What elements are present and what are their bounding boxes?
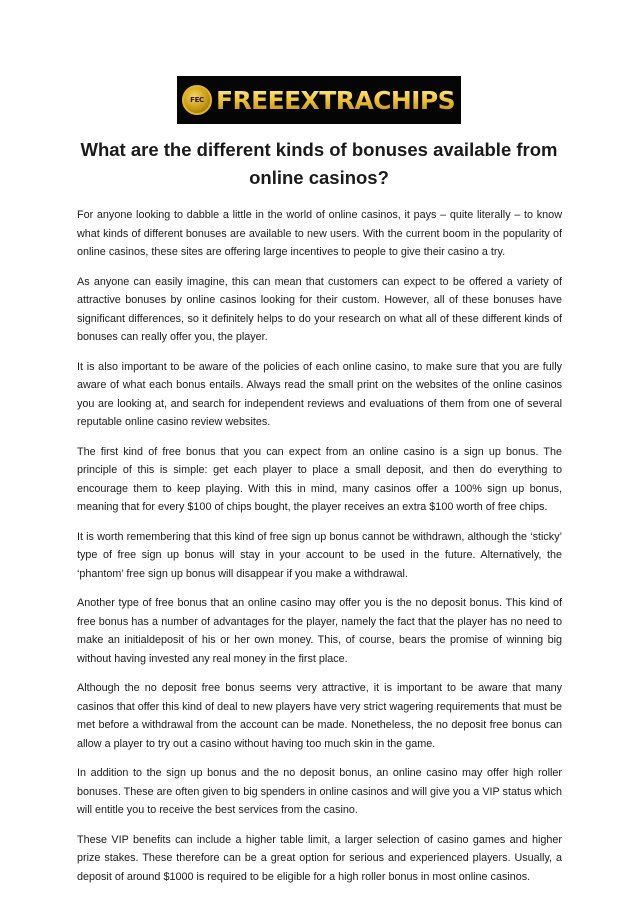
chip-emblem-icon — [182, 85, 212, 115]
document-body — [77, 206, 562, 897]
paragraph: In addition to the sign up bonus and the no deposit bonus, an online casino may offer high roller bonuses. These are often given to big spenders in online casinos and will give you a VIP status which will entitle you to receive the best services from the casino. — [77, 767, 562, 816]
paragraph: As anyone can easily imagine, this can mean that customers can expect to be offered a variety of attractive bonuses by online casinos looking for their custom. However, all of these bonuses have significant differences, so it definitely helps to do your research on what all of these different kinds of bonuses can really offer you, the player. — [77, 275, 562, 343]
paragraph: The first kind of free bonus that you can expect from an online casino is a sign up bonus. The principle of this is simple: get each player to place a small deposit, and then do everything to encourage them to keep playing. With this in mind, many casinos offer a 100% sign up bonus, meaning that for every $100 of chips bought, the player receives an extra $100 worth of free chips. — [77, 445, 562, 513]
paragraph: These VIP benefits can include a higher table limit, a larger selection of casino games and higher prize stakes. These therefore can be a great option for serious and experienced players. Usually, a deposit of around $1000 is required to be eligible for a high roller bonus in most online casinos. — [77, 833, 562, 883]
paragraph: For anyone looking to dabble a little in the world of online casinos, it pays – quite literally – to know what kinds of different bonuses are available to new users. With the current boom in the popularity of online casinos, these sites are offering large incentives to people to give their casino a try. — [77, 209, 562, 258]
paragraph: It is worth remembering that this kind of free sign up bonus cannot be withdrawn, although the ‘sticky’ type of free sign up bonus will stay in your account to be used in the future. Alternatively, the ‘phantom’ free sign up bonus will disappear if you make a withdrawal. — [77, 530, 562, 580]
logo-emblem-text: FEC — [190, 96, 204, 104]
paragraph: Another type of free bonus that an online casino may offer you is the no deposit bonus. This kind of free bonus has a number of advantages for the player, namely the fact that the player has no need to make an initialdeposit of his or her own money. This, of course, bears the promise of winning big without having invested any real money in the first place. — [77, 597, 562, 665]
document-title: What are the different kinds of bonuses available from online casinos? — [80, 139, 558, 188]
paragraph: It is also important to be aware of the policies of each online casino, to make sure that you are fully aware of what each bonus entails. Always read the small print on the websites of the online casinos you are looking at, and search for independent reviews and evaluations of them from one of several reputable online casino review websites. — [77, 360, 562, 428]
logo-wordmark: FREEEXTRACHIPS — [216, 85, 455, 115]
freeextrachips-logo — [177, 76, 461, 124]
paragraph: Although the no deposit free bonus seems very attractive, it is important to be aware that many casinos that offer this kind of deal to new players have very strict wagering requirements that must be met before a withdrawal from the account can be made. Nonetheless, the no deposit free bonus can allow a player to try out a casino without having too much skin in the game. — [77, 682, 562, 750]
